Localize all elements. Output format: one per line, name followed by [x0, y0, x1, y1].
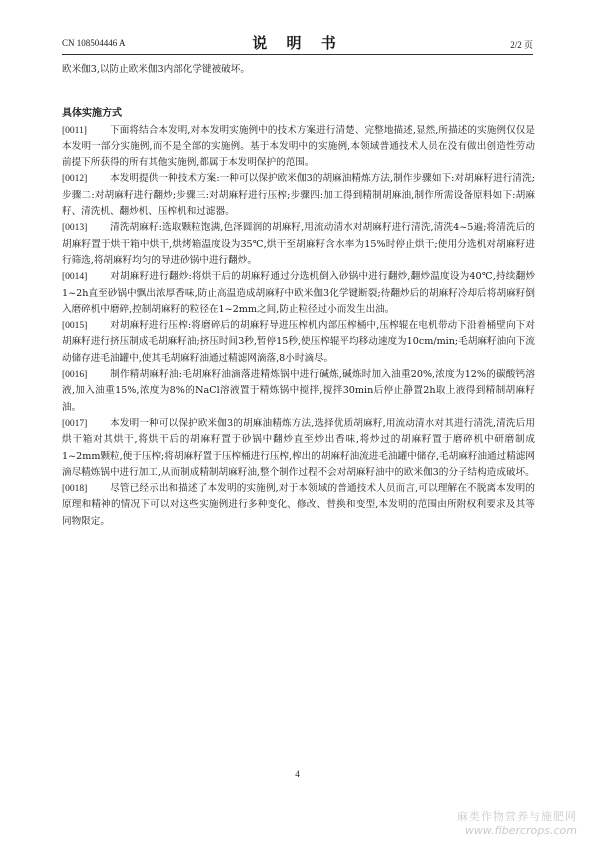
watermark-site-name: 麻类作物营养与施肥网	[457, 810, 577, 823]
paragraph-text: 制作精胡麻籽油:毛胡麻籽油滴落进精炼锅中进行碱炼,碱炼时加入油重20%,浓度为12%的碳酸钙溶液,加入油重15%,浓度为8%的NaCl溶液置于精炼锅中搅拌,搅拌30min后停止静置2h取上液得到精制胡麻籽油。	[62, 369, 535, 413]
paragraph-text: 本发明一种可以保护欧米伽3的胡麻油精炼方法,选择优质胡麻籽,用流动清水对其进行清洗,清洗后用烘干箱对其烘干,将烘干后的胡麻籽置于砂锅中翻炒直至炒出香味,将炒过的胡麻籽置于磨碎机中研磨制成1~2mm颗粒,便于压榨;将胡麻籽置于压榨桶进行压榨,榨出的胡麻籽油流进毛油罐中储存,毛胡麻籽油通过精滤网滴尽精炼锅中进行加工,从而制成精制胡麻籽油,整个制作过程不会对胡麻籽油中的欧米伽3的分子结构造成破坏。	[62, 417, 535, 478]
paragraph	[62, 269, 535, 318]
paragraph-number: [0017]	[62, 418, 88, 429]
paragraph-number: [0013]	[62, 223, 88, 234]
lead-text: 欧米伽3,以防止欧米伽3内部化学键被破坏。	[62, 64, 250, 75]
paragraph-text: 尽管已经示出和描述了本发明的实施例,对于本领域的普通技术人员而言,可以理解在不脱离本发明的原理和精神的情况下可以对这些实施例进行多种变化、修改、替换和变型,本发明的范围由所附权利要求及其等同物限定。	[62, 483, 535, 527]
paragraph-text: 对胡麻籽进行翻炒:将烘干后的胡麻籽通过分选机倒入砂锅中进行翻炒,翻炒温度设为40℃,持续翻炒1~2h直至砂锅中飘出浓厚香味,防止高温造成胡麻籽中欧米伽3化学键断裂;待翻炒后的胡麻籽冷却后将胡麻籽倒入磨碎机中磨碎,控制胡麻籽的粒径在1~2mm之间,防止粒径过小而发生出油。	[62, 271, 535, 315]
paragraph-text: 下面将结合本发明,对本发明实施例中的技术方案进行清楚、完整地描述,显然,所描述的实施例仅仅是本发明一部分实施例,而不是全部的实施例。基于本发明中的实施例,本领域普通技术人员在没有做出创造性劳动前提下所获得的所有其他实施例,都属于本发明保护的范围。	[62, 124, 535, 169]
document-title: 说 明 书	[252, 34, 343, 52]
paragraph-text: 对胡麻籽进行压榨:将磨碎后的胡麻籽导进压榨机内部压榨桶中,压榨辊在电机带动下沿着桶壁向下对胡麻籽进行挤压制成毛胡麻籽油;挤压时间3秒,暂停15秒,使压榨辊平均移动速度为10cm/min;毛胡麻籽油向下流动储存进毛油罐中,使其毛胡麻籽油通过精滤网滴落,8小时滴尽。	[62, 320, 535, 364]
watermark-url: www.fibercrops.com	[464, 824, 577, 837]
paragraph-number: [0015]	[62, 321, 88, 332]
paragraph-number: [0016]	[62, 370, 88, 381]
section-heading: 具体实施方式	[62, 108, 122, 120]
paragraph	[62, 318, 535, 367]
watermark	[437, 808, 577, 837]
paragraph-text: 清洗胡麻籽:选取颗粒饱满,色泽圆润的胡麻籽,用流动清水对胡麻籽进行清洗,清洗4~5遍;将清洗后的胡麻籽置于烘干箱中烘干,烘烤箱温度设为35℃,烘干至胡麻籽含水率为15%时停止烘干;使用分选机对胡麻籽进行筛选,将胡麻籽均匀的导进砂锅中进行翻炒。	[62, 222, 535, 266]
page-indicator: 2/2 页	[510, 40, 533, 50]
paragraph-number: [0018]	[62, 484, 88, 495]
page-header	[62, 24, 533, 54]
paragraph-number: [0011]	[62, 125, 87, 136]
header-divider	[62, 54, 533, 55]
paragraph-number: [0012]	[62, 174, 88, 185]
paragraph	[62, 367, 535, 416]
paragraph-text: 本发明提供一种技术方案:一种可以保护欧米伽3的胡麻油精炼方法,制作步骤如下:对胡麻籽进行清洗;步骤二:对胡麻籽进行翻炒;步骤三:对胡麻籽进行压榨;步骤四:加工得到精制胡麻油,制作所需设备原料如下:胡麻籽、清洗机、翻炒机、压榨机和过滤器。	[62, 173, 535, 218]
paragraph	[62, 220, 535, 269]
paragraph-number: [0014]	[62, 272, 88, 283]
paragraph	[62, 416, 535, 481]
paragraph	[62, 481, 535, 530]
document-body	[62, 62, 535, 530]
patent-number: CN 108504446 A	[62, 38, 126, 48]
page-number: 4	[295, 769, 300, 779]
paragraph	[62, 123, 535, 172]
paragraph	[62, 171, 535, 220]
